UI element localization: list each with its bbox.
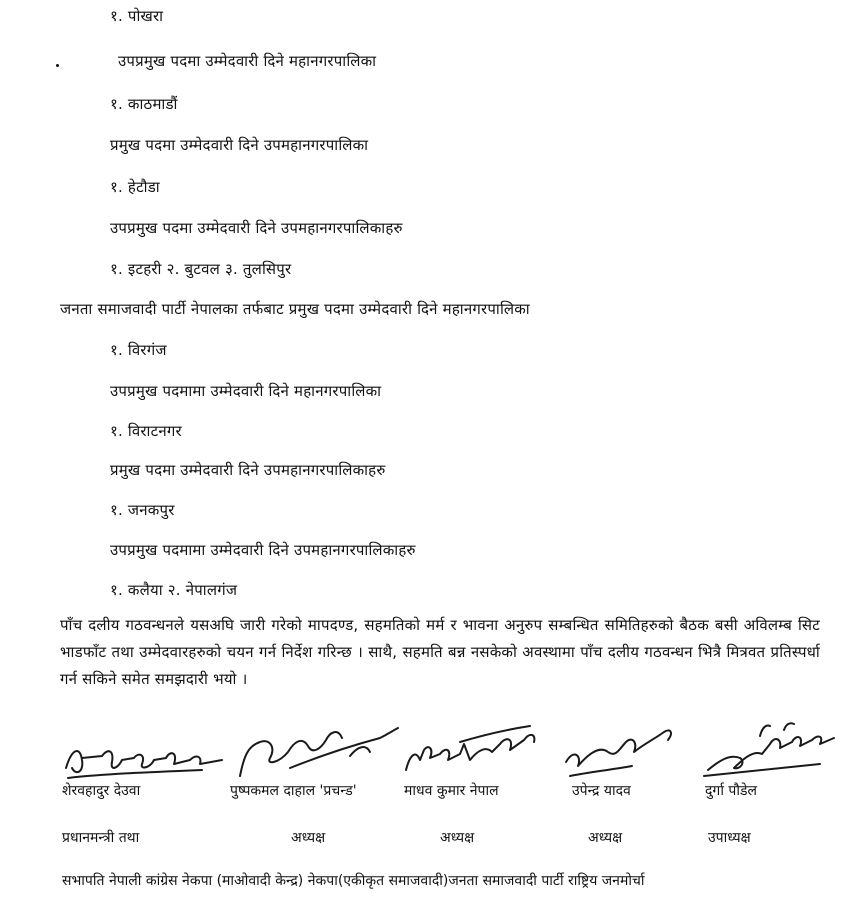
signatory-name: दुर्गा पौडेल	[705, 783, 757, 799]
section-heading: उपप्रमुख पदमामा उम्मेदवारी दिने महानगरपालिका	[110, 382, 382, 400]
signatory-title: अध्यक्ष	[588, 830, 623, 846]
section-heading: उपप्रमुख पदमा उम्मेदवारी दिने महानगरपालिका	[118, 52, 377, 70]
section-heading: उपप्रमुख पदमामा उम्मेदवारी दिने उपमहानगरपालिकाहरु	[110, 541, 416, 559]
signatory-name: शेरवहादुर देउवा	[62, 783, 141, 799]
section-heading: उपप्रमुख पदमा उम्मेदवारी दिने उपमहानगरपालिकाहरु	[110, 219, 403, 237]
list-item-municipality: १. इटहरी २. बुटवल ३. तुलसिपुर	[110, 260, 292, 278]
list-item-municipality: १. पोखरा	[110, 7, 164, 25]
signatory-title: अध्यक्ष	[440, 830, 475, 846]
signature-paudel	[700, 714, 840, 780]
signature-nepal	[400, 720, 540, 778]
list-item-municipality: १. कलैया २. नेपालगंज	[110, 581, 238, 599]
signatory-title: प्रधानमन्त्री तथा	[62, 830, 140, 846]
list-item-municipality: १. विरगंज	[110, 341, 167, 359]
signature-yadav	[560, 722, 680, 782]
section-heading: प्रमुख पदमा उम्मेदवारी दिने उपमहानगरपालिका	[110, 136, 369, 154]
list-item-municipality: १. काठमाडौं	[110, 95, 178, 113]
list-item-municipality: १. हेटौडा	[110, 178, 160, 196]
section-heading: प्रमुख पदमा उम्मेदवारी दिने उपमहानगरपालिकाहरु	[110, 461, 386, 479]
signature-dahal	[230, 716, 400, 784]
signatory-name: उपेन्द्र यादव	[572, 783, 631, 799]
list-item-municipality: १. जनकपुर	[110, 501, 175, 519]
party-heading: जनता समाजवादी पार्टी नेपालका तर्फबाट प्रमुख पदमा उम्मेदवारी दिने महानगरपालिका	[60, 300, 530, 318]
signatory-title: उपाध्यक्ष	[708, 830, 751, 846]
stray-mark	[56, 64, 59, 67]
list-item-municipality: १. विराटनगर	[110, 422, 182, 440]
signatory-title: अध्यक्ष	[291, 830, 326, 846]
signatory-name: माधव कुमार नेपाल	[404, 783, 499, 799]
signature-deuba	[62, 738, 232, 784]
signatory-name: पुष्पकमल दाहाल 'प्रचन्ड'	[230, 783, 357, 799]
agreement-paragraph: पाँच दलीय गठवन्धनले यसअघि जारी गरेको मापदण्ड, सहमतिको मर्म र भावना अनुरुप सम्बन्धित समितिहरुको बैठक बसी अविलम्ब सिट भाडफाँट तथा उम्मेदवारहरुको चयन गर्न निर्देश गरिन्छ । साथै, सहमति बन्न नसकेको अवस्थामा पाँच दलीय गठवन्धन भित्रै मित्रवत प्रतिस्पर्धा गर्न सकिने समेत समझदारी भयो ।	[60, 616, 820, 688]
party-affiliations-footer: सभापति नेपाली कांग्रेस नेकपा (माओवादी केन्द्र) नेकपा(एकीकृत समाजवादी)जनता समाजवादी पार्टी राष्ट्रिय जनमोर्चा	[62, 873, 645, 889]
